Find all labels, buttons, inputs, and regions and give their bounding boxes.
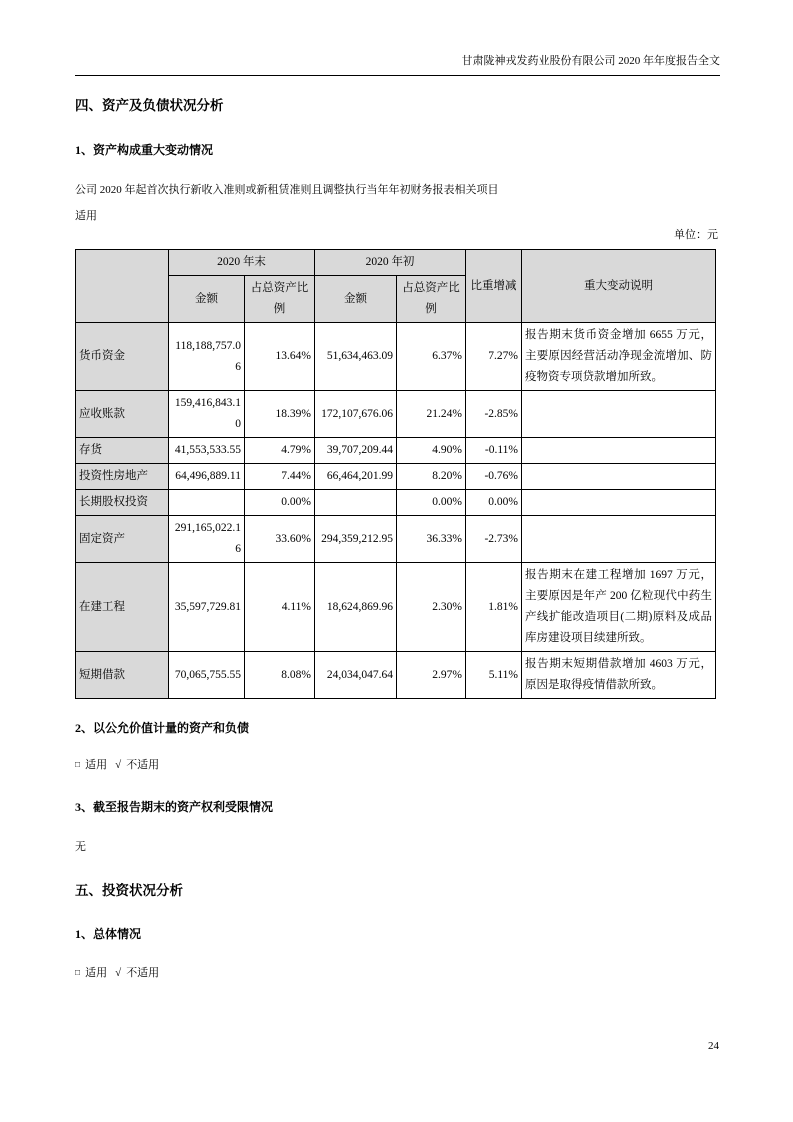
table-header-row-1 — [76, 250, 716, 276]
change-cell: -2.73% — [466, 516, 522, 563]
ratio-end-cell: 18.39% — [245, 391, 315, 438]
ratio-begin-cell: 21.24% — [397, 391, 466, 438]
section-4-3-heading: 3、截至报告期末的资产权利受限情况 — [75, 800, 274, 814]
ratio-begin-cell: 2.30% — [397, 563, 466, 652]
row-label: 货币资金 — [76, 323, 169, 391]
table-row-long-term-equity-investment — [76, 490, 716, 516]
corner-cell — [76, 250, 169, 323]
ratio-begin-cell: 4.90% — [397, 438, 466, 464]
choice-applicable-label: 适用 — [85, 967, 108, 979]
column-header-amount-end: 金额 — [169, 276, 245, 323]
note-cell: 报告期末货币资金增加 6655 万元，主要原因经营活动净现金流增加、防疫物资专项贷款增加所致。 — [522, 323, 716, 391]
ratio-begin-cell: 6.37% — [397, 323, 466, 391]
choice-applicable-label: 适用 — [85, 759, 108, 771]
applicability-choice-4-2 — [75, 757, 720, 772]
unit-label: 单位：元 — [674, 229, 718, 241]
amount-begin-cell: 172,107,676.06 — [315, 391, 397, 438]
amount-end-cell: 291,165,022.16 — [169, 516, 245, 563]
amount-end-cell: 41,553,533.55 — [169, 438, 245, 464]
change-cell: 7.27% — [466, 323, 522, 391]
row-label: 应收账款 — [76, 391, 169, 438]
check-icon: √ — [115, 967, 122, 979]
note-cell: 报告期末短期借款增加 4603 万元，原因是取得疫情借款所致。 — [522, 652, 716, 699]
change-cell: 0.00% — [466, 490, 522, 516]
section-4-3-body: 无 — [75, 841, 86, 853]
ratio-begin-cell: 2.97% — [397, 652, 466, 699]
table-row-accounts-receivable — [76, 391, 716, 438]
amount-begin-cell — [315, 490, 397, 516]
amount-end-cell — [169, 490, 245, 516]
row-label: 长期股权投资 — [76, 490, 169, 516]
running-header — [75, 54, 720, 76]
check-icon: √ — [115, 759, 122, 771]
note-cell — [522, 391, 716, 438]
change-cell: -0.76% — [466, 464, 522, 490]
amount-end-cell: 118,188,757.06 — [169, 323, 245, 391]
amount-begin-cell: 24,034,047.64 — [315, 652, 397, 699]
ratio-begin-cell: 8.20% — [397, 464, 466, 490]
amount-begin-cell: 51,634,463.09 — [315, 323, 397, 391]
page-number: 24 — [708, 1040, 719, 1052]
row-label: 存货 — [76, 438, 169, 464]
ratio-end-cell: 7.44% — [245, 464, 315, 490]
table-row-short-term-borrowings — [76, 652, 716, 699]
row-label: 固定资产 — [76, 516, 169, 563]
note-cell — [522, 438, 716, 464]
note-cell — [522, 490, 716, 516]
column-header-change: 比重增减 — [466, 250, 522, 323]
applicability-choice-5-1 — [75, 965, 720, 980]
amount-begin-cell: 39,707,209.44 — [315, 438, 397, 464]
change-cell: 5.11% — [466, 652, 522, 699]
table-row-investment-property — [76, 464, 716, 490]
applicable-statement: 适用 — [75, 210, 97, 222]
table-row-fixed-assets — [76, 516, 716, 563]
table-row-monetary-funds — [76, 323, 716, 391]
choice-not-applicable-label: 不适用 — [126, 967, 160, 979]
intro-paragraph: 公司 2020 年起首次执行新收入准则或新租赁准则且调整执行当年年初财务报表相关项目 — [75, 184, 499, 196]
table-row-inventory — [76, 438, 716, 464]
section-5-1-heading: 1、总体情况 — [75, 927, 142, 941]
ratio-end-cell: 8.08% — [245, 652, 315, 699]
ratio-begin-cell: 36.33% — [397, 516, 466, 563]
ratio-end-cell: 0.00% — [245, 490, 315, 516]
section-4-heading: 四、资产及负债状况分析 — [75, 98, 224, 113]
choice-not-applicable-label: 不适用 — [126, 759, 160, 771]
amount-end-cell: 35,597,729.81 — [169, 563, 245, 652]
row-label: 在建工程 — [76, 563, 169, 652]
change-cell: -2.85% — [466, 391, 522, 438]
checkbox-icon: □ — [75, 759, 81, 769]
column-header-ratio-begin: 占总资产比例 — [397, 276, 466, 323]
ratio-end-cell: 4.79% — [245, 438, 315, 464]
note-cell — [522, 516, 716, 563]
section-5-heading: 五、投资状况分析 — [75, 883, 183, 898]
amount-end-cell: 70,065,755.55 — [169, 652, 245, 699]
ratio-end-cell: 33.60% — [245, 516, 315, 563]
column-header-ratio-end: 占总资产比例 — [245, 276, 315, 323]
column-header-amount-begin: 金额 — [315, 276, 397, 323]
note-cell — [522, 464, 716, 490]
change-cell: 1.81% — [466, 563, 522, 652]
checkbox-icon: □ — [75, 967, 81, 977]
amount-begin-cell: 18,624,869.96 — [315, 563, 397, 652]
amount-begin-cell: 294,359,212.95 — [315, 516, 397, 563]
ratio-end-cell: 4.11% — [245, 563, 315, 652]
column-group-2020-begin: 2020 年初 — [315, 250, 466, 276]
column-group-2020-end: 2020 年末 — [169, 250, 315, 276]
amount-end-cell: 64,496,889.11 — [169, 464, 245, 490]
doc-title: 甘肃陇神戎发药业股份有限公司 2020 年年度报告全文 — [461, 55, 720, 67]
note-cell: 报告期末在建工程增加 1697 万元，主要原因是年产 200 亿粒现代中药生产线扩能改造项目(二期)原料及成品库房建设项目续建所致。 — [522, 563, 716, 652]
ratio-begin-cell: 0.00% — [397, 490, 466, 516]
row-label: 短期借款 — [76, 652, 169, 699]
column-header-note: 重大变动说明 — [522, 250, 716, 323]
change-cell: -0.11% — [466, 438, 522, 464]
table-row-construction-in-progress — [76, 563, 716, 652]
amount-begin-cell: 66,464,201.99 — [315, 464, 397, 490]
asset-composition-table — [75, 249, 716, 699]
section-4-2-heading: 2、以公允价值计量的资产和负债 — [75, 721, 250, 735]
amount-end-cell: 159,416,843.10 — [169, 391, 245, 438]
row-label: 投资性房地产 — [76, 464, 169, 490]
section-4-1-heading: 1、资产构成重大变动情况 — [75, 143, 214, 157]
ratio-end-cell: 13.64% — [245, 323, 315, 391]
